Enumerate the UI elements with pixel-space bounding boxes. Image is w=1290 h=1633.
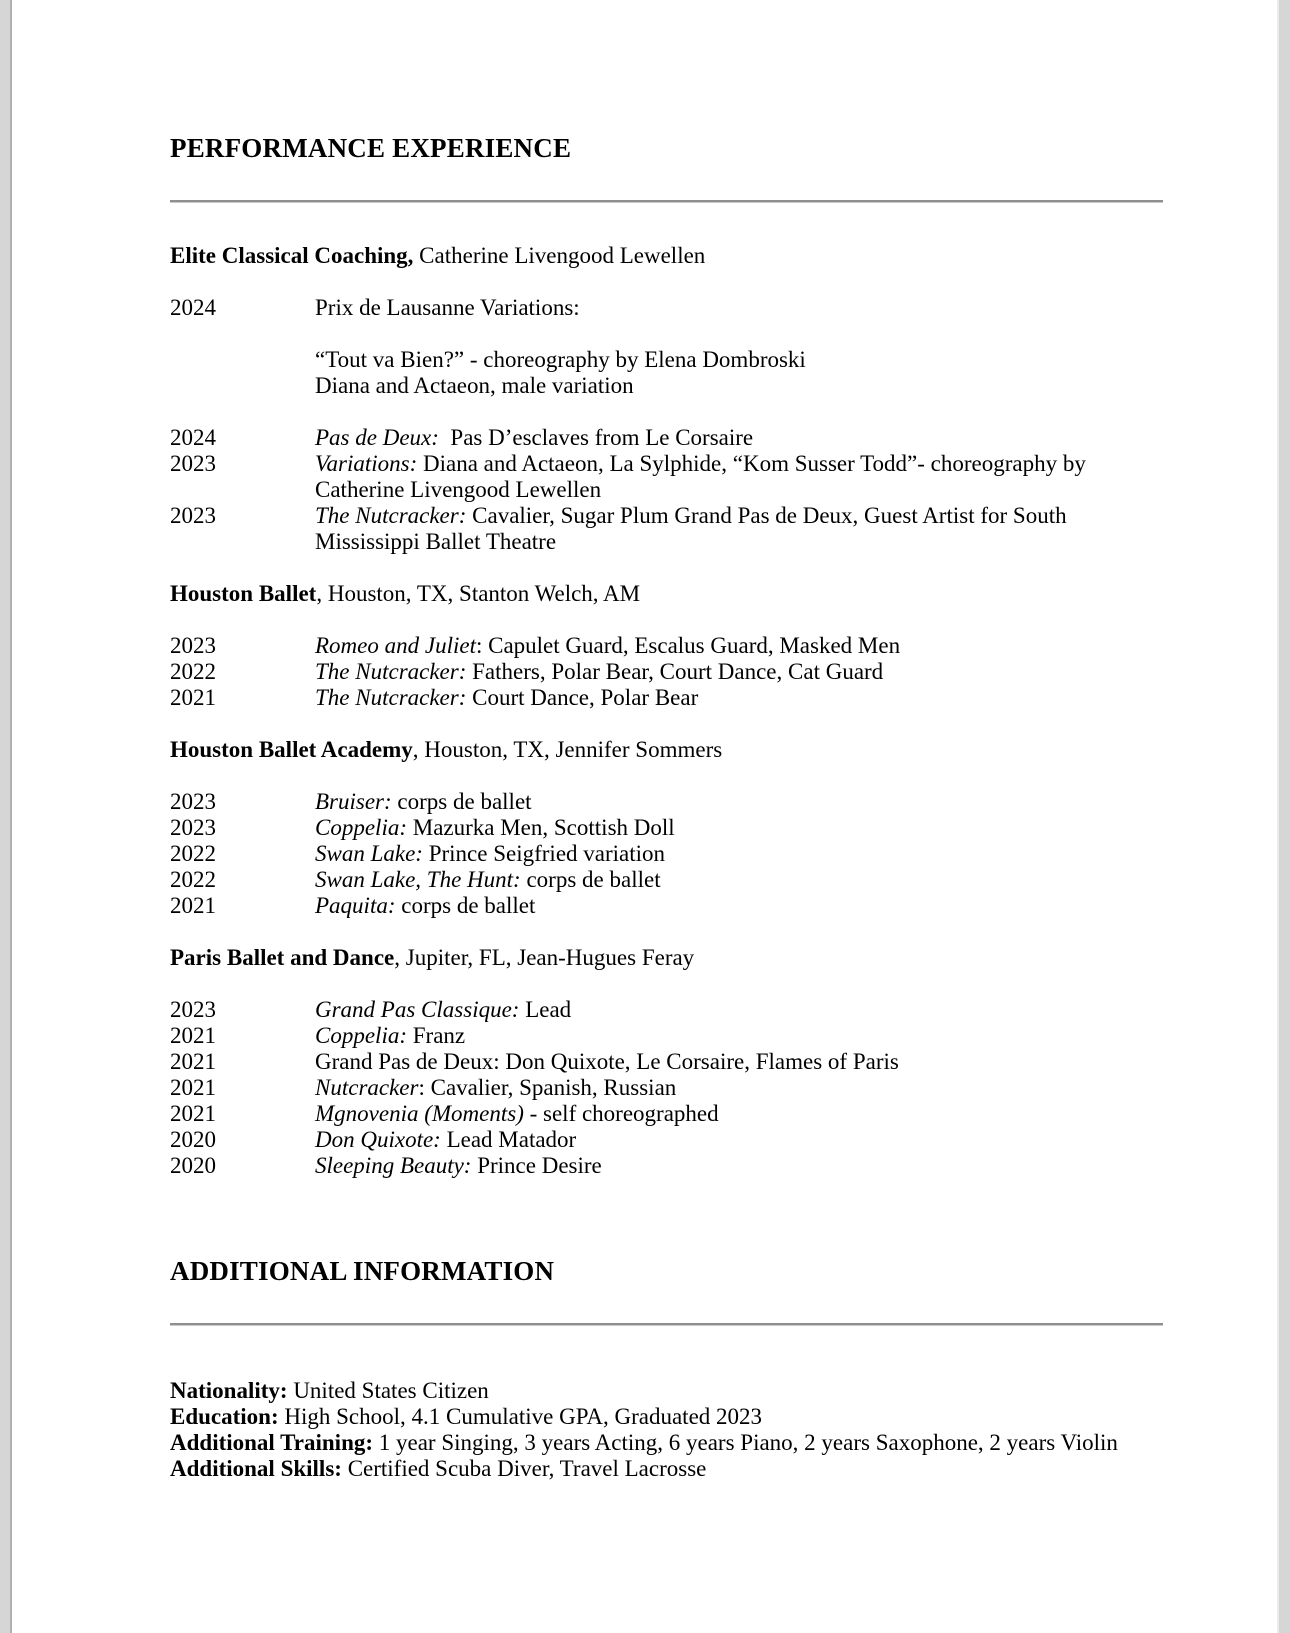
text-segment: Pas D’esclaves from Le Corsaire — [438, 425, 754, 450]
description-line — [315, 373, 1163, 399]
company-name: Paris Ballet and Dance — [170, 945, 395, 970]
entry-description — [315, 685, 1163, 711]
info-value: High School, 4.1 Cumulative GPA, Graduated 2023 — [278, 1404, 763, 1429]
text-segment: corps de ballet — [391, 789, 532, 814]
description-line — [315, 347, 1163, 373]
additional-section-rule — [170, 1323, 1163, 1326]
info-label: Additional Training: — [170, 1430, 374, 1455]
entry-row — [170, 1127, 1163, 1153]
text-segment: Mgnovenia (Moments) — [315, 1101, 524, 1126]
entry-row — [170, 633, 1163, 659]
page-left-margin-strip — [0, 0, 10, 1633]
text-segment: Lead — [519, 997, 572, 1022]
text-segment: Mazurka Men, Scottish Doll — [407, 815, 675, 840]
text-segment: “Tout va Bien?” - choreography by Elena Dombroski — [315, 347, 806, 372]
info-value: 1 year Singing, 3 years Acting, 6 years Piano, 2 years Saxophone, 2 years Violin — [373, 1430, 1118, 1455]
entry-description — [315, 893, 1163, 919]
text-segment: - self choreographed — [523, 1101, 719, 1126]
text-segment: The Nutcracker: — [315, 503, 467, 528]
entry-year: 2021 — [170, 1075, 216, 1100]
company-entries — [170, 789, 1163, 919]
description-line — [315, 295, 1163, 321]
performance-experience-title: PERFORMANCE EXPERIENCE — [170, 133, 572, 163]
info-value: Certified Scuba Diver, Travel Lacrosse — [341, 1456, 707, 1481]
info-item — [170, 1378, 1163, 1404]
text-segment: Pas de Deux: — [315, 425, 439, 450]
company-header — [170, 737, 1163, 763]
entry-year: 2022 — [170, 841, 216, 866]
description-line — [315, 815, 1163, 841]
entry-row — [170, 815, 1163, 841]
additional-information-title: ADDITIONAL INFORMATION — [170, 1256, 555, 1286]
entry-description — [315, 503, 1163, 555]
entry-row — [170, 841, 1163, 867]
text-segment: : Capulet Guard, Escalus Guard, Masked Men — [475, 633, 901, 658]
text-segment: Fathers, Polar Bear, Court Dance, Cat Guard — [466, 659, 884, 684]
text-segment: Grand Pas de Deux: Don Quixote, Le Corsaire, Flames of Paris — [315, 1049, 899, 1074]
entry-row — [170, 997, 1163, 1023]
entry-year: 2021 — [170, 1101, 216, 1126]
text-segment: corps de ballet — [520, 867, 661, 892]
entry-year: 2023 — [170, 997, 216, 1022]
text-segment: Court Dance, Polar Bear — [466, 685, 699, 710]
entry-year: 2023 — [170, 815, 216, 840]
text-segment: Diana and Actaeon, La Sylphide, “Kom Susser Todd”- choreography by — [417, 451, 1086, 476]
description-line — [315, 503, 1163, 529]
text-segment: Nutcracker — [315, 1075, 419, 1100]
entry-description — [315, 1153, 1163, 1179]
entry-description — [315, 1075, 1163, 1101]
info-label: Education: — [170, 1404, 279, 1429]
entry-row — [170, 1023, 1163, 1049]
text-segment: Diana and Actaeon, male variation — [315, 373, 634, 398]
entry-row — [170, 1101, 1163, 1127]
entry-description — [315, 295, 1163, 321]
company-header — [170, 945, 1163, 971]
entry-description — [315, 841, 1163, 867]
text-segment: corps de ballet — [395, 893, 536, 918]
entry-description — [315, 659, 1163, 685]
entry-description — [315, 347, 1163, 399]
text-segment: Prince Desire — [471, 1153, 602, 1178]
performance-experience-section — [170, 132, 1163, 1179]
text-segment: : Cavalier, Spanish, Russian — [418, 1075, 677, 1100]
entry-year: 2024 — [170, 425, 216, 450]
description-line — [315, 1153, 1163, 1179]
entry-row — [170, 1153, 1163, 1179]
description-line — [315, 425, 1163, 451]
description-line — [315, 659, 1163, 685]
text-segment: Coppelia: — [315, 1023, 407, 1048]
entry-description — [315, 1023, 1163, 1049]
company-details: Catherine Livengood Lewellen — [413, 243, 706, 268]
info-value: United States Citizen — [287, 1378, 489, 1403]
entry-year: 2020 — [170, 1153, 216, 1178]
description-line — [315, 1023, 1163, 1049]
entry-year: 2024 — [170, 295, 216, 320]
entry-description — [315, 997, 1163, 1023]
info-item — [170, 1456, 1163, 1482]
text-segment: Swan Lake, The Hunt: — [315, 867, 521, 892]
entry-year: 2023 — [170, 451, 216, 476]
entry-description — [315, 1049, 1163, 1075]
entry-description — [315, 1101, 1163, 1127]
description-line — [315, 1049, 1163, 1075]
description-line — [315, 867, 1163, 893]
text-segment: Paquita: — [315, 893, 396, 918]
description-line — [315, 477, 1163, 503]
text-segment: Cavalier, Sugar Plum Grand Pas de Deux, Guest Artist for South — [466, 503, 1067, 528]
entry-year: 2023 — [170, 503, 216, 528]
entry-year — [170, 347, 315, 399]
entry-row — [170, 451, 1163, 503]
companies-list — [170, 243, 1163, 1179]
text-segment: Don Quixote: — [315, 1127, 441, 1152]
entry-row — [170, 1075, 1163, 1101]
text-segment: Grand Pas Classique: — [315, 997, 520, 1022]
company-entries — [170, 997, 1163, 1179]
additional-info-list — [170, 1378, 1163, 1482]
text-segment: The Nutcracker: — [315, 659, 467, 684]
company-name: Houston Ballet — [170, 581, 317, 606]
text-segment: Franz — [407, 1023, 466, 1048]
text-segment: Coppelia: — [315, 815, 407, 840]
text-segment: Variations: — [315, 451, 418, 476]
company-details: , Houston, TX, Stanton Welch, AM — [316, 581, 641, 606]
description-line — [315, 633, 1163, 659]
text-segment: Romeo and Juliet — [315, 633, 476, 658]
entry-row — [170, 659, 1163, 685]
description-line — [315, 997, 1163, 1023]
entry-description — [315, 633, 1163, 659]
info-label: Nationality: — [170, 1378, 288, 1403]
info-item — [170, 1404, 1163, 1430]
description-line — [315, 1101, 1163, 1127]
text-segment: Lead Matador — [440, 1127, 577, 1152]
description-line — [315, 789, 1163, 815]
company-entries — [170, 633, 1163, 711]
entry-description — [315, 789, 1163, 815]
entry-year: 2021 — [170, 685, 216, 710]
entry-year: 2021 — [170, 1023, 216, 1048]
text-segment: Bruiser: — [315, 789, 392, 814]
description-line — [315, 1075, 1163, 1101]
entry-row — [170, 425, 1163, 451]
company-entries — [170, 295, 1163, 555]
text-segment: Swan Lake: — [315, 841, 423, 866]
entry-year: 2021 — [170, 893, 216, 918]
entry-description — [315, 451, 1163, 503]
entry-description — [315, 1127, 1163, 1153]
company-block — [170, 581, 1163, 711]
company-details: , Houston, TX, Jennifer Sommers — [412, 737, 723, 762]
text-segment: The Nutcracker: — [315, 685, 467, 710]
entry-row — [170, 893, 1163, 919]
company-name: Elite Classical Coaching, — [170, 243, 414, 268]
entry-row — [170, 347, 1163, 399]
description-line — [315, 451, 1163, 477]
entry-description — [315, 815, 1163, 841]
company-block — [170, 945, 1163, 1179]
company-block — [170, 243, 1163, 555]
entry-row — [170, 789, 1163, 815]
entry-description — [315, 425, 1163, 451]
company-details: , Jupiter, FL, Jean-Hugues Feray — [394, 945, 695, 970]
entry-year: 2023 — [170, 633, 216, 658]
page-right-margin-strip — [1279, 0, 1290, 1633]
entry-row — [170, 685, 1163, 711]
description-line — [315, 529, 1163, 555]
info-label: Additional Skills: — [170, 1456, 342, 1481]
company-header — [170, 243, 1163, 269]
description-line — [315, 1127, 1163, 1153]
entry-row — [170, 295, 1163, 321]
entry-row — [170, 1049, 1163, 1075]
text-segment: Prince Seigfried variation — [422, 841, 666, 866]
text-segment: Mississippi Ballet Theatre — [315, 529, 557, 554]
performance-section-rule — [170, 200, 1163, 203]
entry-year: 2023 — [170, 789, 216, 814]
entry-row — [170, 503, 1163, 555]
entry-year: 2021 — [170, 1049, 216, 1074]
entry-year: 2020 — [170, 1127, 216, 1152]
description-line — [315, 893, 1163, 919]
company-name: Houston Ballet Academy — [170, 737, 413, 762]
company-block — [170, 737, 1163, 919]
info-item — [170, 1430, 1163, 1456]
description-line — [315, 685, 1163, 711]
entry-row — [170, 867, 1163, 893]
page-left-edge-line — [10, 0, 12, 1633]
entry-year: 2022 — [170, 659, 216, 684]
entry-description — [315, 867, 1163, 893]
additional-information-section — [170, 1255, 1163, 1482]
text-segment: Catherine Livengood Lewellen — [315, 477, 602, 502]
text-segment: Prix de Lausanne Variations: — [315, 295, 580, 320]
company-header — [170, 581, 1163, 607]
text-segment: Sleeping Beauty: — [315, 1153, 472, 1178]
description-line — [315, 841, 1163, 867]
entry-year: 2022 — [170, 867, 216, 892]
